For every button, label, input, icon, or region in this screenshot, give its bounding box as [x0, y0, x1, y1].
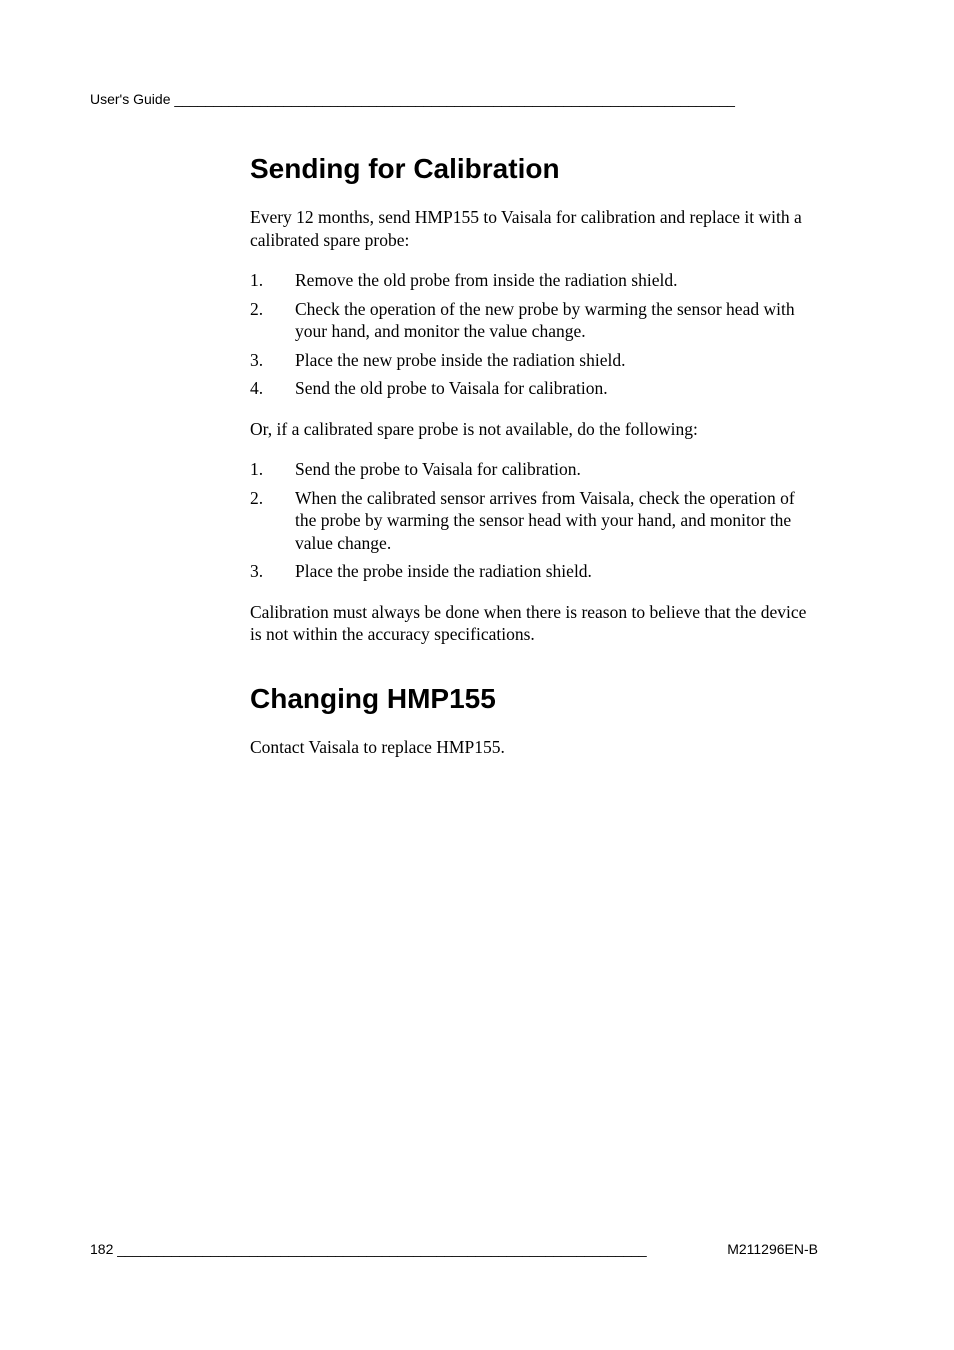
running-header: [90, 90, 814, 108]
calibration-steps-list: [250, 269, 820, 400]
list-item-text: Place the new probe inside the radiation shield.: [295, 349, 626, 370]
list-item-number: 3.: [250, 561, 264, 581]
section-heading-calibration: Sending for Calibration: [250, 153, 560, 184]
list-item-number: 2.: [250, 487, 264, 508]
list-item: [250, 560, 820, 583]
header-text: User's Guide ________________________________________________________________________: [90, 91, 735, 107]
page-number: 182: [90, 1241, 114, 1257]
list-item-number: 2.: [250, 298, 264, 319]
list-item: [250, 349, 820, 372]
alternative-steps-list: [250, 458, 820, 583]
list-item-number: 4.: [250, 378, 264, 398]
list-item: [250, 377, 820, 400]
list-item-text: Send the probe to Vaisala for calibration.: [295, 459, 581, 479]
running-footer: [90, 1240, 818, 1258]
footer-rule: ____________________________________________________________________: [117, 1241, 647, 1257]
section-heading-changing: Changing HMP155: [250, 682, 496, 714]
list-item-number: 3.: [250, 349, 264, 370]
list-item-text: Send the old probe to Vaisala for calibration.: [295, 378, 608, 398]
list-item-text: Place the probe inside the radiation shield.: [295, 561, 592, 581]
list-item: [250, 487, 820, 555]
list-item: [250, 269, 820, 292]
page-content: [250, 152, 820, 776]
calibration-intro: Every 12 months, send HMP155 to Vaisala for calibration and replace it with a calibrated spare probe:: [250, 207, 802, 250]
list-item-number: 1.: [250, 459, 264, 479]
document-code: M211296EN-B: [723, 1240, 818, 1258]
list-item-text: When the calibrated sensor arrives from Vaisala, check the operation of the probe by warming the sensor head with your hand, and monitor the value change.: [295, 487, 795, 553]
list-item: [250, 458, 820, 481]
list-item-text: Check the operation of the new probe by warming the sensor head with your hand, and monitor the value change.: [295, 298, 795, 341]
calibration-alternative-intro: Or, if a calibrated spare probe is not available, do the following:: [250, 418, 698, 439]
list-item-text: Remove the old probe from inside the radiation shield.: [295, 270, 678, 290]
list-item: [250, 298, 820, 343]
calibration-closing-note: Calibration must always be done when there is reason to believe that the device is not within the accuracy specifications.: [250, 601, 807, 644]
changing-body: Contact Vaisala to replace HMP155.: [250, 736, 505, 757]
list-item-number: 1.: [250, 270, 264, 290]
